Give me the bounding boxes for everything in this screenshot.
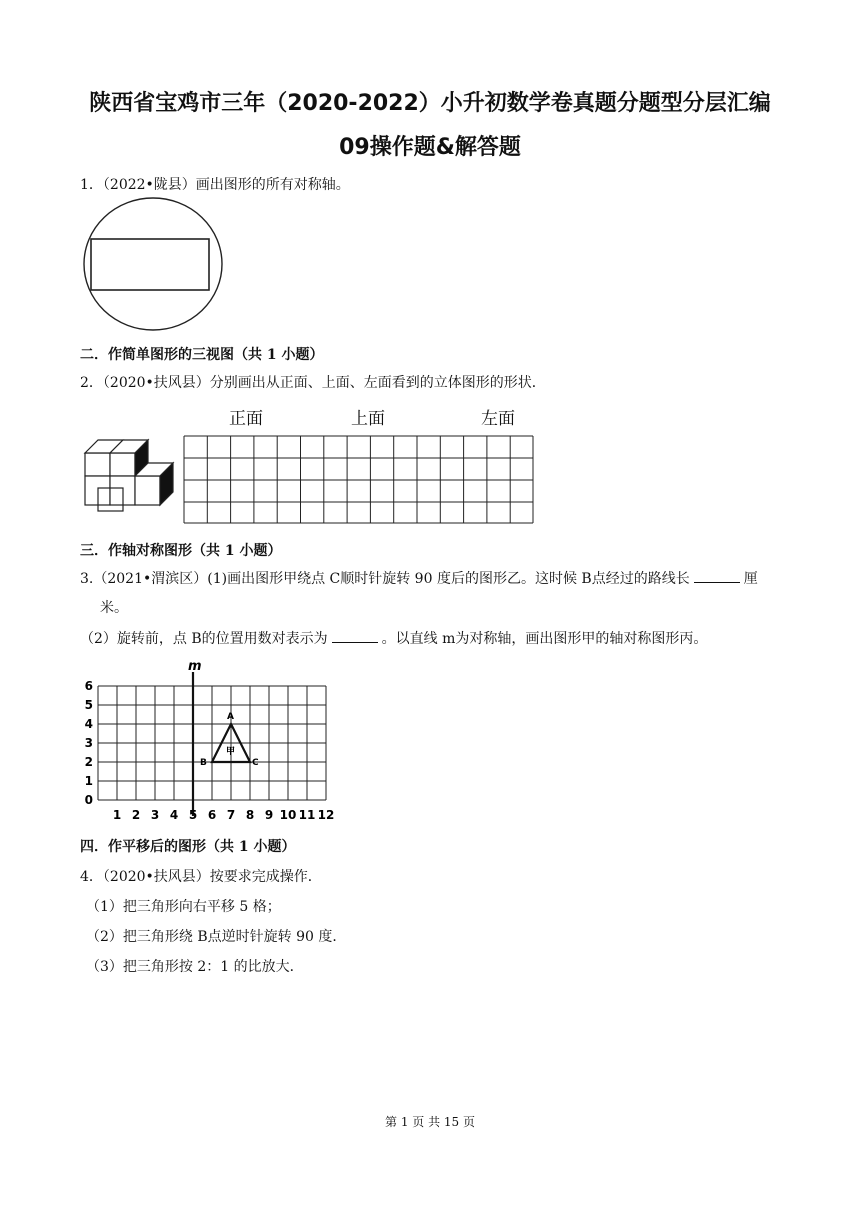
view-drawing-grid — [183, 435, 535, 525]
question-3-line1-text: 3.（2021•渭滨区）(1)画出图形甲绕点 C顺时针旋转 90 度后的图形乙。这时候 B点经过的路线长 — [80, 571, 690, 587]
cube-stack-figure — [82, 434, 182, 514]
view-label-front: 正面 — [229, 409, 263, 429]
axis-m-label: m — [188, 659, 202, 674]
y-tick-0: 0 — [84, 793, 93, 807]
point-C-label: C — [252, 758, 259, 768]
question-4-step3: （3）把三角形按 2：1 的比放大． — [86, 959, 304, 975]
question-4-step1: （1）把三角形向右平移 5 格； — [86, 899, 281, 915]
question-1-text: 1．（2022•陇县）画出图形的所有对称轴。 — [80, 177, 350, 193]
section-3-heading: 三．作轴对称图形（共 1 小题） — [80, 543, 282, 559]
question-4-text: 4．（2020•扶风县）按要求完成操作． — [80, 869, 322, 885]
x-tick-12: 12 — [317, 808, 335, 822]
answer-blank-coordinate[interactable] — [332, 641, 378, 643]
view-label-left: 左面 — [481, 409, 515, 429]
view-label-top: 上面 — [351, 409, 385, 429]
question-3-line2: 米。 — [100, 600, 128, 616]
y-tick-1: 1 — [84, 774, 93, 788]
x-tick-3: 3 — [150, 808, 160, 822]
x-tick-5: 5 — [188, 808, 198, 822]
x-tick-7: 7 — [226, 808, 236, 822]
coordinate-grid-figure — [78, 656, 340, 826]
x-tick-11: 11 — [298, 808, 316, 822]
question-3-line3-text-b: 。以直线 m为对称轴，画出图形甲的轴对称图形丙。 — [381, 631, 708, 647]
x-tick-6: 6 — [207, 808, 217, 822]
question-3-line3-text: （2）旋转前，点 B的位置用数对表示为 — [80, 631, 328, 647]
x-tick-1: 1 — [112, 808, 122, 822]
document-title-line2: 09操作题&解答题 — [339, 135, 521, 160]
triangle-jia-label: 甲 — [226, 747, 236, 757]
point-B-label: B — [200, 758, 207, 768]
question-3-line1-unit: 厘 — [743, 571, 758, 587]
x-tick-2: 2 — [131, 808, 141, 822]
x-tick-10: 10 — [279, 808, 297, 822]
page-footer: 第 1 页 共 15 页 — [385, 1115, 475, 1129]
x-tick-9: 9 — [264, 808, 274, 822]
document-title-line1: 陕西省宝鸡市三年（2020-2022）小升初数学卷真题分题型分层汇编 — [89, 91, 771, 116]
question-2-text: 2．（2020•扶风县）分别画出从正面、上面、左面看到的立体图形的形状． — [80, 375, 546, 391]
y-tick-6: 6 — [84, 679, 93, 693]
question-3-line3 — [80, 628, 707, 648]
x-tick-4: 4 — [169, 808, 179, 822]
y-tick-2: 2 — [84, 755, 93, 769]
section-2-heading: 二．作简单图形的三视图（共 1 小题） — [80, 347, 324, 363]
y-tick-3: 3 — [84, 736, 93, 750]
section-4-heading: 四．作平移后的图形（共 1 小题） — [80, 839, 296, 855]
question-3-line1 — [80, 568, 758, 588]
circle-rectangle-figure — [82, 196, 224, 334]
y-tick-5: 5 — [84, 698, 93, 712]
question-4-step2: （2）把三角形绕 B点逆时针旋转 90 度． — [86, 929, 347, 945]
y-tick-4: 4 — [84, 717, 93, 731]
point-A-label: A — [227, 712, 234, 722]
answer-blank-path-length[interactable] — [694, 581, 740, 583]
x-tick-8: 8 — [245, 808, 255, 822]
